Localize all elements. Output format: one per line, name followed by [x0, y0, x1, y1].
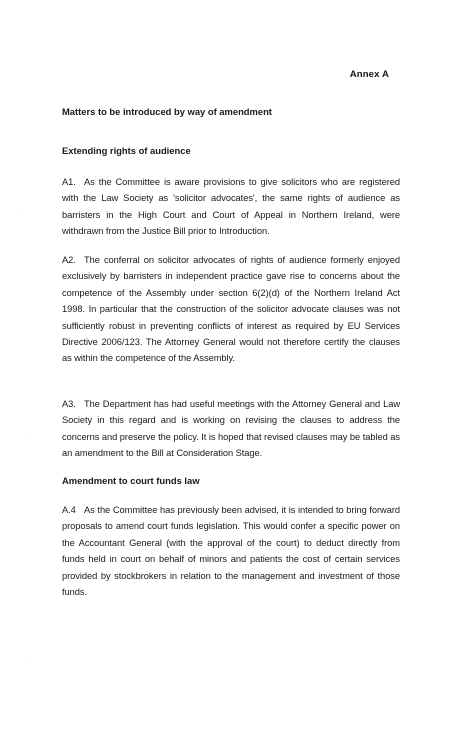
paragraph-a4	[62, 502, 400, 600]
paragraph-a2	[62, 252, 400, 367]
section-heading-audience: Extending rights of audience	[62, 145, 191, 156]
scan-speck: ·	[22, 207, 24, 213]
paragraph-number: A3.	[62, 399, 76, 409]
paragraph-number: A2.	[62, 255, 76, 265]
document-title: Matters to be introduced by way of amendment	[62, 106, 272, 117]
paragraph-a3	[62, 396, 400, 462]
paragraph-number: A.4	[62, 505, 76, 515]
paragraph-a1	[62, 174, 400, 240]
paragraph-text: The conferral on solicitor advocates of rights of audience formerly enjoyed exclusively by barristers in independent practice gave rise to concerns about the competence of the Assembly under section 6(2)(d) of the Northern Ireland Act 1998. In particular that the construction of the solicitor advocate clauses was not sufficiently robust in preventing conflicts of interest as required by EU Services Directive 2006/123. The Attorney General would not therefore certify the clauses as within the competence of the Assembly.	[62, 255, 400, 364]
scan-speck: ·	[28, 430, 30, 436]
paragraph-text: The Department has had useful meetings with the Attorney General and Law Society in this regard and is working on revising the clauses to address the concerns and preserve the policy. It is hoped that revised clauses may be tabled as an amendment to the Bill at Consideration Stage.	[62, 399, 400, 459]
section-heading-court-funds: Amendment to court funds law	[62, 475, 200, 486]
annex-label: Annex A	[349, 69, 389, 80]
scan-speck: ·	[26, 658, 28, 664]
paragraph-number: A1.	[62, 177, 76, 187]
paragraph-text: As the Committee is aware provisions to give solicitors who are registered with the Law Society as 'solicitor advocates', the same rights of audience as barristers in the High Court and Court of Appeal in Northern Ireland, were withdrawn from the Justice Bill prior to Introduction.	[62, 177, 400, 237]
paragraph-text: As the Committee has previously been advised, it is intended to bring forward proposals to amend court funds legislation. This would confer a specific power on the Accountant General (with the approval of the court) to deduct directly from funds held in court on behalf of minors and patients the cost of certain services provided by stockbrokers in relation to the management and investment of those funds.	[62, 505, 400, 598]
